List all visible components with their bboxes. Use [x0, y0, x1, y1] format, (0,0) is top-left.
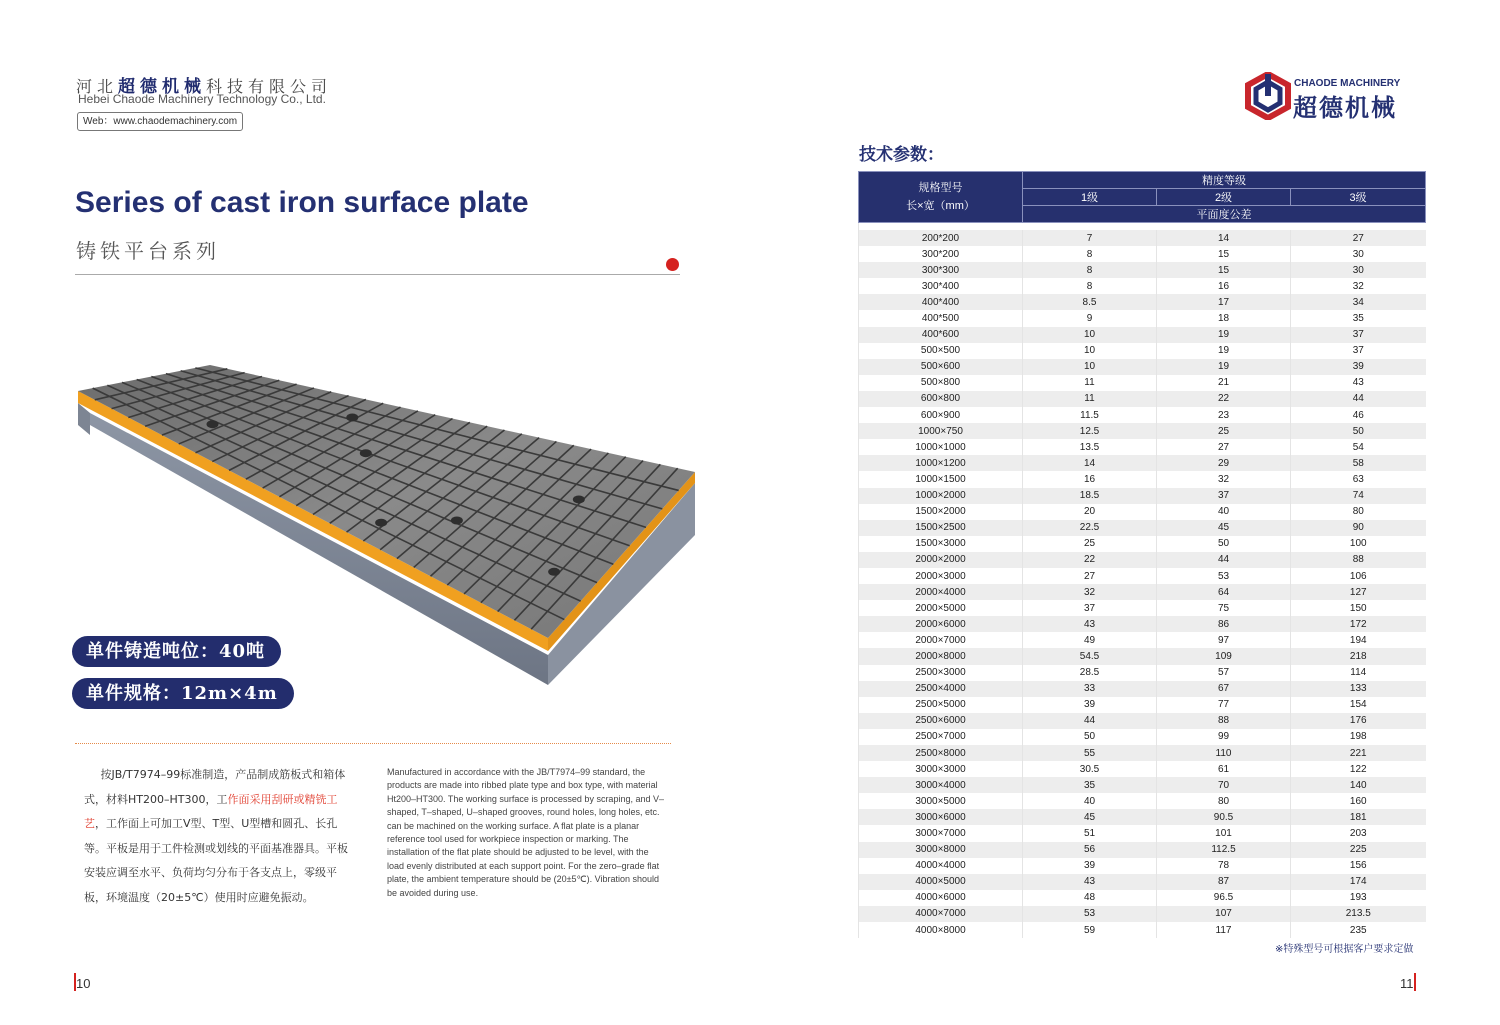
table-row: [859, 745, 1426, 761]
cell-model: 1500×2000: [859, 504, 1023, 520]
cell-model: 1000×1200: [859, 455, 1023, 471]
cell-grade2: 107: [1157, 906, 1291, 922]
cell-grade1: 7: [1023, 230, 1157, 246]
cell-model: 1500×2500: [859, 520, 1023, 536]
header-grade-3: 3级: [1291, 189, 1426, 206]
cell-model: 1500×3000: [859, 536, 1023, 552]
description-cn-part1: 按JB/T7974–99标准制造，产品制成筋板式和箱体式，材料HT200–HT300，工: [84, 768, 346, 806]
cell-grade2: 87: [1157, 874, 1291, 890]
cell-grade2: 29: [1157, 455, 1291, 471]
cell-grade2: 97: [1157, 632, 1291, 648]
cell-grade1: 8: [1023, 246, 1157, 262]
cell-grade3: 30: [1291, 262, 1426, 278]
cell-grade2: 75: [1157, 600, 1291, 616]
table-row: [859, 681, 1426, 697]
table-row: [859, 310, 1426, 326]
cell-grade2: 15: [1157, 262, 1291, 278]
cell-grade2: 40: [1157, 504, 1291, 520]
cell-grade2: 22: [1157, 391, 1291, 407]
table-row: [859, 584, 1426, 600]
cell-grade2: 50: [1157, 536, 1291, 552]
cell-model: 1000×2000: [859, 488, 1023, 504]
cell-model: 300*200: [859, 246, 1023, 262]
page-marker-right: [1414, 973, 1416, 991]
dotted-divider: [75, 743, 671, 744]
cell-grade2: 110: [1157, 745, 1291, 761]
cell-grade1: 11: [1023, 375, 1157, 391]
cell-grade2: 53: [1157, 568, 1291, 584]
table-row: [859, 648, 1426, 664]
table-row: [859, 906, 1426, 922]
table-row: [859, 327, 1426, 343]
cell-grade1: 51: [1023, 825, 1157, 841]
cell-grade1: 8.5: [1023, 294, 1157, 310]
cell-grade1: 25: [1023, 536, 1157, 552]
cell-model: 2000×7000: [859, 632, 1023, 648]
company-cn-suffix: 科技有限公司: [206, 77, 333, 96]
cell-grade1: 28.5: [1023, 665, 1157, 681]
cell-model: 3000×3000: [859, 761, 1023, 777]
cell-grade1: 56: [1023, 842, 1157, 858]
cell-grade1: 10: [1023, 327, 1157, 343]
cell-grade2: 109: [1157, 648, 1291, 664]
header-model: [859, 172, 1023, 223]
cell-grade3: 88: [1291, 552, 1426, 568]
cell-model: 3000×6000: [859, 809, 1023, 825]
cell-grade3: 176: [1291, 713, 1426, 729]
cell-grade2: 25: [1157, 423, 1291, 439]
cell-grade2: 77: [1157, 697, 1291, 713]
cell-grade2: 57: [1157, 665, 1291, 681]
cell-grade1: 11: [1023, 391, 1157, 407]
page-number-right: [1400, 973, 1416, 991]
cell-grade2: 15: [1157, 246, 1291, 262]
cell-grade1: 16: [1023, 471, 1157, 487]
cell-model: 400*500: [859, 310, 1023, 326]
cell-model: 300*400: [859, 278, 1023, 294]
cell-grade2: 18: [1157, 310, 1291, 326]
cell-model: 2000×3000: [859, 568, 1023, 584]
cell-grade2: 96.5: [1157, 890, 1291, 906]
table-row: [859, 407, 1426, 423]
cell-grade1: 48: [1023, 890, 1157, 906]
website-link[interactable]: Web：www.chaodemachinery.com: [77, 112, 243, 131]
cell-model: 4000×7000: [859, 906, 1023, 922]
table-row: [859, 391, 1426, 407]
cell-grade1: 49: [1023, 632, 1157, 648]
cell-grade1: 35: [1023, 777, 1157, 793]
cell-model: 2000×2000: [859, 552, 1023, 568]
cell-model: 3000×4000: [859, 777, 1023, 793]
page-number-left-text: 10: [76, 976, 91, 991]
table-row: [859, 874, 1426, 890]
cell-model: 500×800: [859, 375, 1023, 391]
cell-grade3: 37: [1291, 327, 1426, 343]
cell-grade2: 19: [1157, 327, 1291, 343]
cell-grade2: 67: [1157, 681, 1291, 697]
cell-model: 4000×4000: [859, 858, 1023, 874]
cell-grade1: 43: [1023, 874, 1157, 890]
cell-grade3: 50: [1291, 423, 1426, 439]
cell-grade1: 59: [1023, 922, 1157, 938]
cell-grade2: 23: [1157, 407, 1291, 423]
table-row: [859, 439, 1426, 455]
table-row: [859, 858, 1426, 874]
cell-grade3: 198: [1291, 729, 1426, 745]
cell-grade3: 213.5: [1291, 906, 1426, 922]
logo-text-cn: 超德机械: [1293, 94, 1397, 122]
cell-grade2: 37: [1157, 488, 1291, 504]
cell-model: 600×900: [859, 407, 1023, 423]
table-row: [859, 697, 1426, 713]
cell-grade2: 80: [1157, 793, 1291, 809]
header-grade-1: 1级: [1023, 189, 1157, 206]
cell-model: 2500×5000: [859, 697, 1023, 713]
cell-model: 4000×5000: [859, 874, 1023, 890]
cell-grade2: 16: [1157, 278, 1291, 294]
table-row: [859, 278, 1426, 294]
cell-grade1: 27: [1023, 568, 1157, 584]
cell-model: 400*400: [859, 294, 1023, 310]
cell-model: 1000×750: [859, 423, 1023, 439]
cell-grade1: 12.5: [1023, 423, 1157, 439]
cell-grade3: 194: [1291, 632, 1426, 648]
description-en: Manufactured in accordance with the JB/T7974–99 standard, the products are made into ribbed plate type and box type, with material Ht200–HT300. The working surface is processed by scraping, and V–shaped, T–shaped, U–shaped grooves, round holes, long holes, etc. can be machined on the working surface. A flat plate is a planar reference tool used for workpiece inspection or marking. The installation of the flat plate should be adjusted to be level, with the load evenly distributed at each support point. For the zero–grade flat plate, the ambient temperature should be (20±5℃). Vibration should be avoided during use.: [387, 767, 664, 898]
red-dot-marker: [666, 258, 679, 271]
cell-grade2: 45: [1157, 520, 1291, 536]
cell-grade3: 54: [1291, 439, 1426, 455]
description-cn-part2: ，工作面上可加工V型、T型、U型槽和圆孔、长孔等。平板是用于工件检测或划线的平面基准器具。平板安装应调至水平、负荷均匀分布于各支点上，零级平板，环境温度（20±5℃）使用时应避免振动。: [84, 817, 348, 904]
description-cn-highlight: 作面采用刮研或精铣工艺: [84, 792, 338, 830]
logo-text-en: CHAODE MACHINERY: [1294, 78, 1401, 89]
table-row: [859, 665, 1426, 681]
cell-grade3: 80: [1291, 504, 1426, 520]
page-number-right-text: 11: [1400, 976, 1414, 991]
cell-model: 4000×8000: [859, 922, 1023, 938]
cell-grade1: 22.5: [1023, 520, 1157, 536]
cell-grade3: 37: [1291, 343, 1426, 359]
table-row: [859, 568, 1426, 584]
header-model-line1: 规格型号: [918, 182, 963, 194]
header-grade-2: 2级: [1157, 189, 1291, 206]
cell-grade3: 90: [1291, 520, 1426, 536]
cell-grade2: 44: [1157, 552, 1291, 568]
cell-grade3: 74: [1291, 488, 1426, 504]
header-model-line2: 长×宽（mm）: [906, 200, 975, 212]
cell-grade2: 112.5: [1157, 842, 1291, 858]
table-row: [859, 842, 1426, 858]
table-row: [859, 600, 1426, 616]
cell-grade3: 150: [1291, 600, 1426, 616]
table-row: [859, 713, 1426, 729]
table-row: [859, 230, 1426, 246]
cell-grade3: 63: [1291, 471, 1426, 487]
cell-model: 500×500: [859, 343, 1023, 359]
cell-model: 4000×6000: [859, 890, 1023, 906]
cell-model: 400*600: [859, 327, 1023, 343]
table-row: [859, 262, 1426, 278]
cell-grade3: 140: [1291, 777, 1426, 793]
table-row: [859, 455, 1426, 471]
cell-grade2: 70: [1157, 777, 1291, 793]
description-cn: [84, 763, 356, 910]
cell-grade1: 14: [1023, 455, 1157, 471]
cell-grade1: 20: [1023, 504, 1157, 520]
cell-grade3: 127: [1291, 584, 1426, 600]
cell-model: 2500×4000: [859, 681, 1023, 697]
cell-grade1: 9: [1023, 310, 1157, 326]
cell-model: 2500×3000: [859, 665, 1023, 681]
cell-grade3: 100: [1291, 536, 1426, 552]
cell-grade3: 235: [1291, 922, 1426, 938]
cell-grade2: 64: [1157, 584, 1291, 600]
cell-grade1: 40: [1023, 793, 1157, 809]
cell-grade3: 46: [1291, 407, 1426, 423]
cell-grade2: 17: [1157, 294, 1291, 310]
cell-grade3: 225: [1291, 842, 1426, 858]
table-row: [859, 471, 1426, 487]
cell-grade2: 61: [1157, 761, 1291, 777]
cell-grade3: 39: [1291, 359, 1426, 375]
max-size-badge: 单件规格：12m×4m: [72, 678, 294, 709]
custom-order-footnote: ※特殊型号可根据客户要求定做: [1275, 944, 1414, 955]
cell-model: 300*300: [859, 262, 1023, 278]
cell-grade2: 32: [1157, 471, 1291, 487]
cell-model: 3000×7000: [859, 825, 1023, 841]
cell-grade1: 30.5: [1023, 761, 1157, 777]
cell-model: 2500×7000: [859, 729, 1023, 745]
cell-model: 2000×8000: [859, 648, 1023, 664]
table-row: [859, 488, 1426, 504]
cell-grade2: 21: [1157, 375, 1291, 391]
cell-grade1: 10: [1023, 359, 1157, 375]
cell-grade3: 58: [1291, 455, 1426, 471]
page-subtitle: 铸铁平台系列: [76, 239, 220, 263]
cell-grade1: 13.5: [1023, 439, 1157, 455]
header-flatness: 平面度公差: [1023, 206, 1426, 223]
cell-grade3: 203: [1291, 825, 1426, 841]
cell-grade3: 172: [1291, 616, 1426, 632]
table-spacer: [859, 223, 1426, 231]
cell-model: 2500×6000: [859, 713, 1023, 729]
table-row: [859, 825, 1426, 841]
cell-grade2: 90.5: [1157, 809, 1291, 825]
cell-grade1: 39: [1023, 858, 1157, 874]
cell-model: 1000×1500: [859, 471, 1023, 487]
table-row: [859, 359, 1426, 375]
cell-model: 2000×6000: [859, 616, 1023, 632]
table-row: [859, 375, 1426, 391]
cell-grade1: 50: [1023, 729, 1157, 745]
table-row: [859, 246, 1426, 262]
table-row: [859, 294, 1426, 310]
cell-grade2: 117: [1157, 922, 1291, 938]
cell-grade2: 101: [1157, 825, 1291, 841]
title-divider: [75, 274, 680, 275]
cell-grade1: 33: [1023, 681, 1157, 697]
cell-grade3: 156: [1291, 858, 1426, 874]
cell-grade3: 32: [1291, 278, 1426, 294]
cell-grade2: 78: [1157, 858, 1291, 874]
cell-grade3: 27: [1291, 230, 1426, 246]
table-row: [859, 922, 1426, 938]
cell-model: 2000×5000: [859, 600, 1023, 616]
cell-grade3: 154: [1291, 697, 1426, 713]
cell-grade1: 22: [1023, 552, 1157, 568]
header-precision: 精度等级: [1023, 172, 1426, 189]
page-title: Series of cast iron surface plate: [75, 186, 529, 219]
page-number-left: [74, 973, 90, 991]
cell-grade1: 54.5: [1023, 648, 1157, 664]
cell-grade1: 8: [1023, 262, 1157, 278]
cell-grade3: 43: [1291, 375, 1426, 391]
table-row: [859, 552, 1426, 568]
table-row: [859, 890, 1426, 906]
cell-grade3: 181: [1291, 809, 1426, 825]
spec-table: [858, 171, 1426, 938]
cell-grade2: 88: [1157, 713, 1291, 729]
table-row: [859, 793, 1426, 809]
cell-grade3: 221: [1291, 745, 1426, 761]
cell-grade1: 37: [1023, 600, 1157, 616]
company-cn-prefix: 河北: [76, 77, 119, 96]
cell-grade3: 133: [1291, 681, 1426, 697]
cell-model: 600×800: [859, 391, 1023, 407]
cell-grade3: 218: [1291, 648, 1426, 664]
casting-weight-badge: 单件铸造吨位：40吨: [72, 636, 281, 667]
cell-grade1: 53: [1023, 906, 1157, 922]
cell-model: 2000×4000: [859, 584, 1023, 600]
tech-params-title: 技术参数：: [859, 145, 944, 165]
cell-grade3: 193: [1291, 890, 1426, 906]
cell-model: 200*200: [859, 230, 1023, 246]
table-row: [859, 423, 1426, 439]
table-row: [859, 504, 1426, 520]
cell-grade3: 35: [1291, 310, 1426, 326]
cell-grade2: 99: [1157, 729, 1291, 745]
cell-grade1: 39: [1023, 697, 1157, 713]
cell-grade1: 18.5: [1023, 488, 1157, 504]
cell-grade1: 44: [1023, 713, 1157, 729]
cell-grade1: 45: [1023, 809, 1157, 825]
cell-model: 500×600: [859, 359, 1023, 375]
cell-grade1: 55: [1023, 745, 1157, 761]
table-row: [859, 343, 1426, 359]
cell-grade2: 19: [1157, 343, 1291, 359]
cell-grade2: 86: [1157, 616, 1291, 632]
cell-grade3: 106: [1291, 568, 1426, 584]
table-row: [859, 777, 1426, 793]
table-row: [859, 520, 1426, 536]
cell-grade2: 14: [1157, 230, 1291, 246]
cell-grade3: 114: [1291, 665, 1426, 681]
cell-grade1: 8: [1023, 278, 1157, 294]
cell-model: 3000×5000: [859, 793, 1023, 809]
cell-grade3: 174: [1291, 874, 1426, 890]
company-cn-brand: 超德机械: [118, 77, 207, 97]
cell-grade1: 10: [1023, 343, 1157, 359]
cell-grade3: 34: [1291, 294, 1426, 310]
cell-grade2: 19: [1157, 359, 1291, 375]
cell-model: 3000×8000: [859, 842, 1023, 858]
cell-grade1: 32: [1023, 584, 1157, 600]
cell-grade3: 122: [1291, 761, 1426, 777]
cell-grade3: 30: [1291, 246, 1426, 262]
cell-grade1: 11.5: [1023, 407, 1157, 423]
cell-grade2: 27: [1157, 439, 1291, 455]
cell-model: 1000×1000: [859, 439, 1023, 455]
table-row: [859, 536, 1426, 552]
cell-model: 2500×8000: [859, 745, 1023, 761]
table-row: [859, 761, 1426, 777]
table-row: [859, 632, 1426, 648]
company-name-en: Hebei Chaode Machinery Technology Co., Ltd.: [78, 92, 326, 106]
cell-grade3: 44: [1291, 391, 1426, 407]
cell-grade1: 43: [1023, 616, 1157, 632]
table-row: [859, 616, 1426, 632]
table-row: [859, 809, 1426, 825]
table-row: [859, 729, 1426, 745]
cell-grade3: 160: [1291, 793, 1426, 809]
